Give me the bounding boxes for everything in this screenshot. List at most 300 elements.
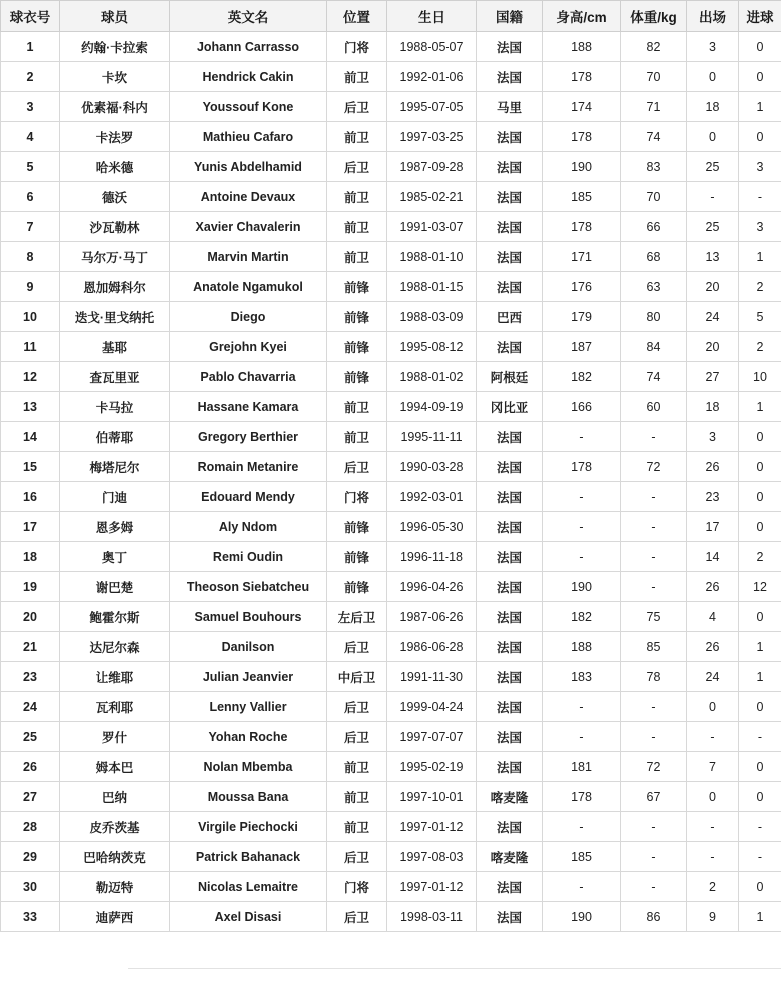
cell-player-name: 沙瓦勒林	[60, 212, 170, 242]
cell-shirt-number: 24	[1, 692, 60, 722]
cell-player-name: 巴纳	[60, 782, 170, 812]
footer-divider	[128, 968, 781, 987]
column-header-goals: 进球	[739, 1, 781, 32]
cell-player-name: 哈米德	[60, 152, 170, 182]
cell-birthday: 1995-02-19	[387, 752, 477, 782]
cell-weight: 74	[621, 362, 687, 392]
cell-player-name: 鲍霍尔斯	[60, 602, 170, 632]
cell-goals: 3	[739, 212, 781, 242]
cell-nationality: 马里	[477, 92, 543, 122]
cell-birthday: 1991-11-30	[387, 662, 477, 692]
cell-position: 前锋	[327, 512, 387, 542]
cell-nationality: 法国	[477, 692, 543, 722]
cell-height: 190	[543, 152, 621, 182]
cell-weight: 78	[621, 662, 687, 692]
column-header-nationality: 国籍	[477, 1, 543, 32]
table-row	[1, 332, 781, 362]
cell-player-name: 查瓦里亚	[60, 362, 170, 392]
cell-birthday: 1992-03-01	[387, 482, 477, 512]
cell-appearances: 2	[687, 872, 739, 902]
cell-english-name: Gregory Berthier	[170, 422, 327, 452]
cell-position: 前卫	[327, 182, 387, 212]
cell-weight: 60	[621, 392, 687, 422]
table-row	[1, 152, 781, 182]
cell-english-name: Antoine Devaux	[170, 182, 327, 212]
cell-weight: -	[621, 422, 687, 452]
cell-height: -	[543, 542, 621, 572]
cell-appearances: 4	[687, 602, 739, 632]
cell-appearances: 26	[687, 452, 739, 482]
cell-appearances: 25	[687, 152, 739, 182]
cell-shirt-number: 28	[1, 812, 60, 842]
cell-shirt-number: 9	[1, 272, 60, 302]
cell-birthday: 1997-10-01	[387, 782, 477, 812]
cell-english-name: Yohan Roche	[170, 722, 327, 752]
cell-weight: 75	[621, 602, 687, 632]
cell-nationality: 法国	[477, 572, 543, 602]
cell-shirt-number: 17	[1, 512, 60, 542]
cell-shirt-number: 2	[1, 62, 60, 92]
cell-appearances: 9	[687, 902, 739, 932]
cell-appearances: 18	[687, 392, 739, 422]
cell-position: 前卫	[327, 62, 387, 92]
cell-height: -	[543, 722, 621, 752]
cell-height: 187	[543, 332, 621, 362]
cell-birthday: 1998-03-11	[387, 902, 477, 932]
cell-goals: 0	[739, 62, 781, 92]
cell-weight: 80	[621, 302, 687, 332]
cell-player-name: 恩加姆科尔	[60, 272, 170, 302]
cell-nationality: 法国	[477, 632, 543, 662]
table-row	[1, 32, 781, 62]
cell-birthday: 1997-08-03	[387, 842, 477, 872]
cell-nationality: 法国	[477, 32, 543, 62]
table-row	[1, 452, 781, 482]
cell-english-name: Aly Ndom	[170, 512, 327, 542]
cell-english-name: Samuel Bouhours	[170, 602, 327, 632]
cell-player-name: 卡马拉	[60, 392, 170, 422]
cell-birthday: 1995-07-05	[387, 92, 477, 122]
cell-shirt-number: 6	[1, 182, 60, 212]
cell-birthday: 1996-11-18	[387, 542, 477, 572]
cell-birthday: 1990-03-28	[387, 452, 477, 482]
table-row	[1, 482, 781, 512]
cell-height: 178	[543, 452, 621, 482]
cell-position: 后卫	[327, 632, 387, 662]
cell-nationality: 喀麦隆	[477, 782, 543, 812]
cell-appearances: -	[687, 182, 739, 212]
cell-player-name: 姆本巴	[60, 752, 170, 782]
cell-height: 185	[543, 842, 621, 872]
cell-appearances: 17	[687, 512, 739, 542]
cell-shirt-number: 3	[1, 92, 60, 122]
cell-english-name: Xavier Chavalerin	[170, 212, 327, 242]
cell-position: 前卫	[327, 812, 387, 842]
cell-height: 178	[543, 212, 621, 242]
cell-english-name: Edouard Mendy	[170, 482, 327, 512]
cell-birthday: 1988-01-15	[387, 272, 477, 302]
cell-weight: 71	[621, 92, 687, 122]
column-header-weight: 体重/kg	[621, 1, 687, 32]
cell-appearances: 27	[687, 362, 739, 392]
cell-goals: 2	[739, 542, 781, 572]
cell-goals: 1	[739, 242, 781, 272]
cell-nationality: 法国	[477, 812, 543, 842]
table-header-row	[1, 1, 781, 32]
cell-weight: -	[621, 722, 687, 752]
cell-appearances: 24	[687, 302, 739, 332]
cell-appearances: 18	[687, 92, 739, 122]
cell-player-name: 让维耶	[60, 662, 170, 692]
cell-height: 179	[543, 302, 621, 332]
cell-goals: 0	[739, 482, 781, 512]
cell-player-name: 达尼尔森	[60, 632, 170, 662]
cell-birthday: 1995-11-11	[387, 422, 477, 452]
cell-height: 190	[543, 572, 621, 602]
cell-position: 前锋	[327, 572, 387, 602]
cell-position: 前锋	[327, 332, 387, 362]
cell-shirt-number: 5	[1, 152, 60, 182]
cell-shirt-number: 8	[1, 242, 60, 272]
cell-english-name: Axel Disasi	[170, 902, 327, 932]
cell-goals: -	[739, 842, 781, 872]
cell-appearances: 20	[687, 272, 739, 302]
cell-weight: 67	[621, 782, 687, 812]
cell-nationality: 法国	[477, 152, 543, 182]
cell-goals: 0	[739, 872, 781, 902]
cell-english-name: Romain Metanire	[170, 452, 327, 482]
cell-shirt-number: 21	[1, 632, 60, 662]
cell-nationality: 法国	[477, 422, 543, 452]
column-header-position: 位置	[327, 1, 387, 32]
cell-appearances: -	[687, 722, 739, 752]
table-row	[1, 212, 781, 242]
cell-goals: 2	[739, 332, 781, 362]
cell-english-name: Diego	[170, 302, 327, 332]
cell-goals: 0	[739, 512, 781, 542]
cell-nationality: 法国	[477, 662, 543, 692]
cell-position: 前卫	[327, 392, 387, 422]
cell-player-name: 恩多姆	[60, 512, 170, 542]
cell-weight: 82	[621, 32, 687, 62]
table-row	[1, 272, 781, 302]
cell-nationality: 法国	[477, 542, 543, 572]
cell-weight: -	[621, 542, 687, 572]
cell-shirt-number: 26	[1, 752, 60, 782]
cell-position: 前卫	[327, 752, 387, 782]
cell-appearances: 13	[687, 242, 739, 272]
cell-shirt-number: 30	[1, 872, 60, 902]
table-row	[1, 902, 781, 932]
cell-english-name: Pablo Chavarria	[170, 362, 327, 392]
column-header-birthday: 生日	[387, 1, 477, 32]
cell-height: 190	[543, 902, 621, 932]
cell-height: 185	[543, 182, 621, 212]
table-row	[1, 422, 781, 452]
cell-english-name: Hendrick Cakin	[170, 62, 327, 92]
cell-appearances: 0	[687, 782, 739, 812]
cell-birthday: 1991-03-07	[387, 212, 477, 242]
cell-height: 182	[543, 602, 621, 632]
cell-goals: 0	[739, 692, 781, 722]
cell-shirt-number: 23	[1, 662, 60, 692]
table-row	[1, 722, 781, 752]
cell-nationality: 法国	[477, 182, 543, 212]
cell-height: 174	[543, 92, 621, 122]
cell-player-name: 迭戈·里戈纳托	[60, 302, 170, 332]
cell-nationality: 法国	[477, 512, 543, 542]
cell-height: 188	[543, 632, 621, 662]
cell-player-name: 约翰·卡拉索	[60, 32, 170, 62]
cell-english-name: Nolan Mbemba	[170, 752, 327, 782]
cell-appearances: 23	[687, 482, 739, 512]
cell-birthday: 1987-06-26	[387, 602, 477, 632]
table-row	[1, 662, 781, 692]
cell-goals: -	[739, 812, 781, 842]
cell-appearances: 0	[687, 122, 739, 152]
cell-english-name: Virgile Piechocki	[170, 812, 327, 842]
cell-player-name: 勒迈特	[60, 872, 170, 902]
cell-player-name: 皮乔茨基	[60, 812, 170, 842]
cell-birthday: 1996-04-26	[387, 572, 477, 602]
table-row	[1, 62, 781, 92]
table-row	[1, 692, 781, 722]
cell-appearances: 0	[687, 62, 739, 92]
cell-player-name: 伯蒂耶	[60, 422, 170, 452]
cell-weight: -	[621, 572, 687, 602]
cell-weight: 72	[621, 752, 687, 782]
cell-goals: 0	[739, 602, 781, 632]
cell-player-name: 门迪	[60, 482, 170, 512]
cell-birthday: 1997-01-12	[387, 872, 477, 902]
cell-english-name: Moussa Bana	[170, 782, 327, 812]
column-header-player: 球员	[60, 1, 170, 32]
cell-nationality: 法国	[477, 122, 543, 152]
cell-goals: 10	[739, 362, 781, 392]
table-row	[1, 782, 781, 812]
table-row	[1, 542, 781, 572]
cell-player-name: 梅塔尼尔	[60, 452, 170, 482]
cell-weight: -	[621, 842, 687, 872]
cell-height: 182	[543, 362, 621, 392]
cell-position: 前卫	[327, 122, 387, 152]
cell-goals: 12	[739, 572, 781, 602]
cell-player-name: 德沃	[60, 182, 170, 212]
cell-goals: 3	[739, 152, 781, 182]
cell-english-name: Yunis Abdelhamid	[170, 152, 327, 182]
cell-english-name: Remi Oudin	[170, 542, 327, 572]
cell-goals: 1	[739, 902, 781, 932]
cell-player-name: 卡法罗	[60, 122, 170, 152]
cell-height: -	[543, 812, 621, 842]
cell-position: 前卫	[327, 212, 387, 242]
cell-birthday: 1997-07-07	[387, 722, 477, 752]
cell-position: 门将	[327, 482, 387, 512]
cell-appearances: 25	[687, 212, 739, 242]
cell-nationality: 法国	[477, 872, 543, 902]
cell-weight: -	[621, 872, 687, 902]
cell-shirt-number: 27	[1, 782, 60, 812]
cell-appearances: 20	[687, 332, 739, 362]
cell-appearances: 14	[687, 542, 739, 572]
cell-nationality: 法国	[477, 62, 543, 92]
cell-player-name: 马尔万·马丁	[60, 242, 170, 272]
table-row	[1, 512, 781, 542]
table-row	[1, 362, 781, 392]
cell-english-name: Marvin Martin	[170, 242, 327, 272]
cell-height: 188	[543, 32, 621, 62]
cell-weight: 70	[621, 62, 687, 92]
cell-goals: 1	[739, 92, 781, 122]
cell-height: 166	[543, 392, 621, 422]
column-header-height: 身高/cm	[543, 1, 621, 32]
cell-height: -	[543, 422, 621, 452]
cell-appearances: 7	[687, 752, 739, 782]
cell-goals: 1	[739, 392, 781, 422]
table-row	[1, 182, 781, 212]
cell-birthday: 1997-03-25	[387, 122, 477, 152]
cell-shirt-number: 25	[1, 722, 60, 752]
cell-position: 后卫	[327, 452, 387, 482]
cell-position: 门将	[327, 32, 387, 62]
cell-english-name: Theoson Siebatcheu	[170, 572, 327, 602]
cell-height: -	[543, 482, 621, 512]
cell-birthday: 1988-01-02	[387, 362, 477, 392]
cell-shirt-number: 29	[1, 842, 60, 872]
cell-goals: 5	[739, 302, 781, 332]
cell-nationality: 法国	[477, 242, 543, 272]
cell-position: 前锋	[327, 542, 387, 572]
cell-weight: 68	[621, 242, 687, 272]
cell-weight: 66	[621, 212, 687, 242]
table-row	[1, 302, 781, 332]
cell-birthday: 1988-01-10	[387, 242, 477, 272]
cell-nationality: 喀麦隆	[477, 842, 543, 872]
table-row	[1, 572, 781, 602]
cell-player-name: 罗什	[60, 722, 170, 752]
table-row	[1, 92, 781, 122]
cell-nationality: 法国	[477, 752, 543, 782]
cell-player-name: 巴哈纳茨克	[60, 842, 170, 872]
cell-english-name: Hassane Kamara	[170, 392, 327, 422]
cell-position: 后卫	[327, 692, 387, 722]
cell-birthday: 1997-01-12	[387, 812, 477, 842]
table-row	[1, 122, 781, 152]
cell-player-name: 基耶	[60, 332, 170, 362]
cell-appearances: 24	[687, 662, 739, 692]
cell-shirt-number: 7	[1, 212, 60, 242]
cell-height: 178	[543, 62, 621, 92]
cell-shirt-number: 15	[1, 452, 60, 482]
cell-appearances: -	[687, 842, 739, 872]
column-header-shirt-number: 球衣号	[1, 1, 60, 32]
cell-weight: -	[621, 512, 687, 542]
cell-player-name: 卡坎	[60, 62, 170, 92]
cell-english-name: Julian Jeanvier	[170, 662, 327, 692]
cell-position: 后卫	[327, 902, 387, 932]
cell-height: 176	[543, 272, 621, 302]
cell-nationality: 巴西	[477, 302, 543, 332]
cell-shirt-number: 18	[1, 542, 60, 572]
cell-goals: 0	[739, 32, 781, 62]
cell-shirt-number: 10	[1, 302, 60, 332]
cell-nationality: 法国	[477, 482, 543, 512]
cell-nationality: 阿根廷	[477, 362, 543, 392]
cell-shirt-number: 16	[1, 482, 60, 512]
table-row	[1, 842, 781, 872]
cell-weight: 74	[621, 122, 687, 152]
cell-weight: 83	[621, 152, 687, 182]
cell-position: 后卫	[327, 842, 387, 872]
cell-shirt-number: 4	[1, 122, 60, 152]
cell-shirt-number: 20	[1, 602, 60, 632]
cell-birthday: 1995-08-12	[387, 332, 477, 362]
cell-shirt-number: 14	[1, 422, 60, 452]
cell-nationality: 法国	[477, 722, 543, 752]
cell-position: 中后卫	[327, 662, 387, 692]
cell-english-name: Grejohn Kyei	[170, 332, 327, 362]
cell-english-name: Johann Carrasso	[170, 32, 327, 62]
cell-nationality: 法国	[477, 212, 543, 242]
cell-goals: 1	[739, 632, 781, 662]
cell-shirt-number: 13	[1, 392, 60, 422]
cell-goals: 1	[739, 662, 781, 692]
cell-english-name: Anatole Ngamukol	[170, 272, 327, 302]
cell-weight: -	[621, 482, 687, 512]
cell-weight: -	[621, 692, 687, 722]
cell-position: 前锋	[327, 362, 387, 392]
cell-position: 门将	[327, 872, 387, 902]
cell-goals: 0	[739, 782, 781, 812]
cell-weight: 70	[621, 182, 687, 212]
cell-birthday: 1994-09-19	[387, 392, 477, 422]
cell-goals: 0	[739, 122, 781, 152]
cell-height: 183	[543, 662, 621, 692]
cell-player-name: 优素福·科内	[60, 92, 170, 122]
cell-birthday: 1988-05-07	[387, 32, 477, 62]
table-row	[1, 602, 781, 632]
table-body	[1, 32, 781, 932]
cell-appearances: -	[687, 812, 739, 842]
cell-goals: 0	[739, 422, 781, 452]
column-header-english-name: 英文名	[170, 1, 327, 32]
cell-english-name: Danilson	[170, 632, 327, 662]
cell-player-name: 迪萨西	[60, 902, 170, 932]
cell-position: 左后卫	[327, 602, 387, 632]
cell-position: 前锋	[327, 272, 387, 302]
cell-nationality: 法国	[477, 272, 543, 302]
cell-birthday: 1992-01-06	[387, 62, 477, 92]
cell-appearances: 26	[687, 632, 739, 662]
cell-goals: 0	[739, 452, 781, 482]
cell-shirt-number: 12	[1, 362, 60, 392]
cell-english-name: Mathieu Cafaro	[170, 122, 327, 152]
cell-weight: 63	[621, 272, 687, 302]
cell-player-name: 谢巴楚	[60, 572, 170, 602]
cell-weight: 72	[621, 452, 687, 482]
cell-english-name: Nicolas Lemaitre	[170, 872, 327, 902]
cell-birthday: 1988-03-09	[387, 302, 477, 332]
table-row	[1, 632, 781, 662]
cell-position: 后卫	[327, 722, 387, 752]
cell-position: 前卫	[327, 242, 387, 272]
cell-height: -	[543, 692, 621, 722]
column-header-appearances: 出场	[687, 1, 739, 32]
cell-weight: 84	[621, 332, 687, 362]
cell-birthday: 1996-05-30	[387, 512, 477, 542]
cell-english-name: Patrick Bahanack	[170, 842, 327, 872]
cell-shirt-number: 11	[1, 332, 60, 362]
